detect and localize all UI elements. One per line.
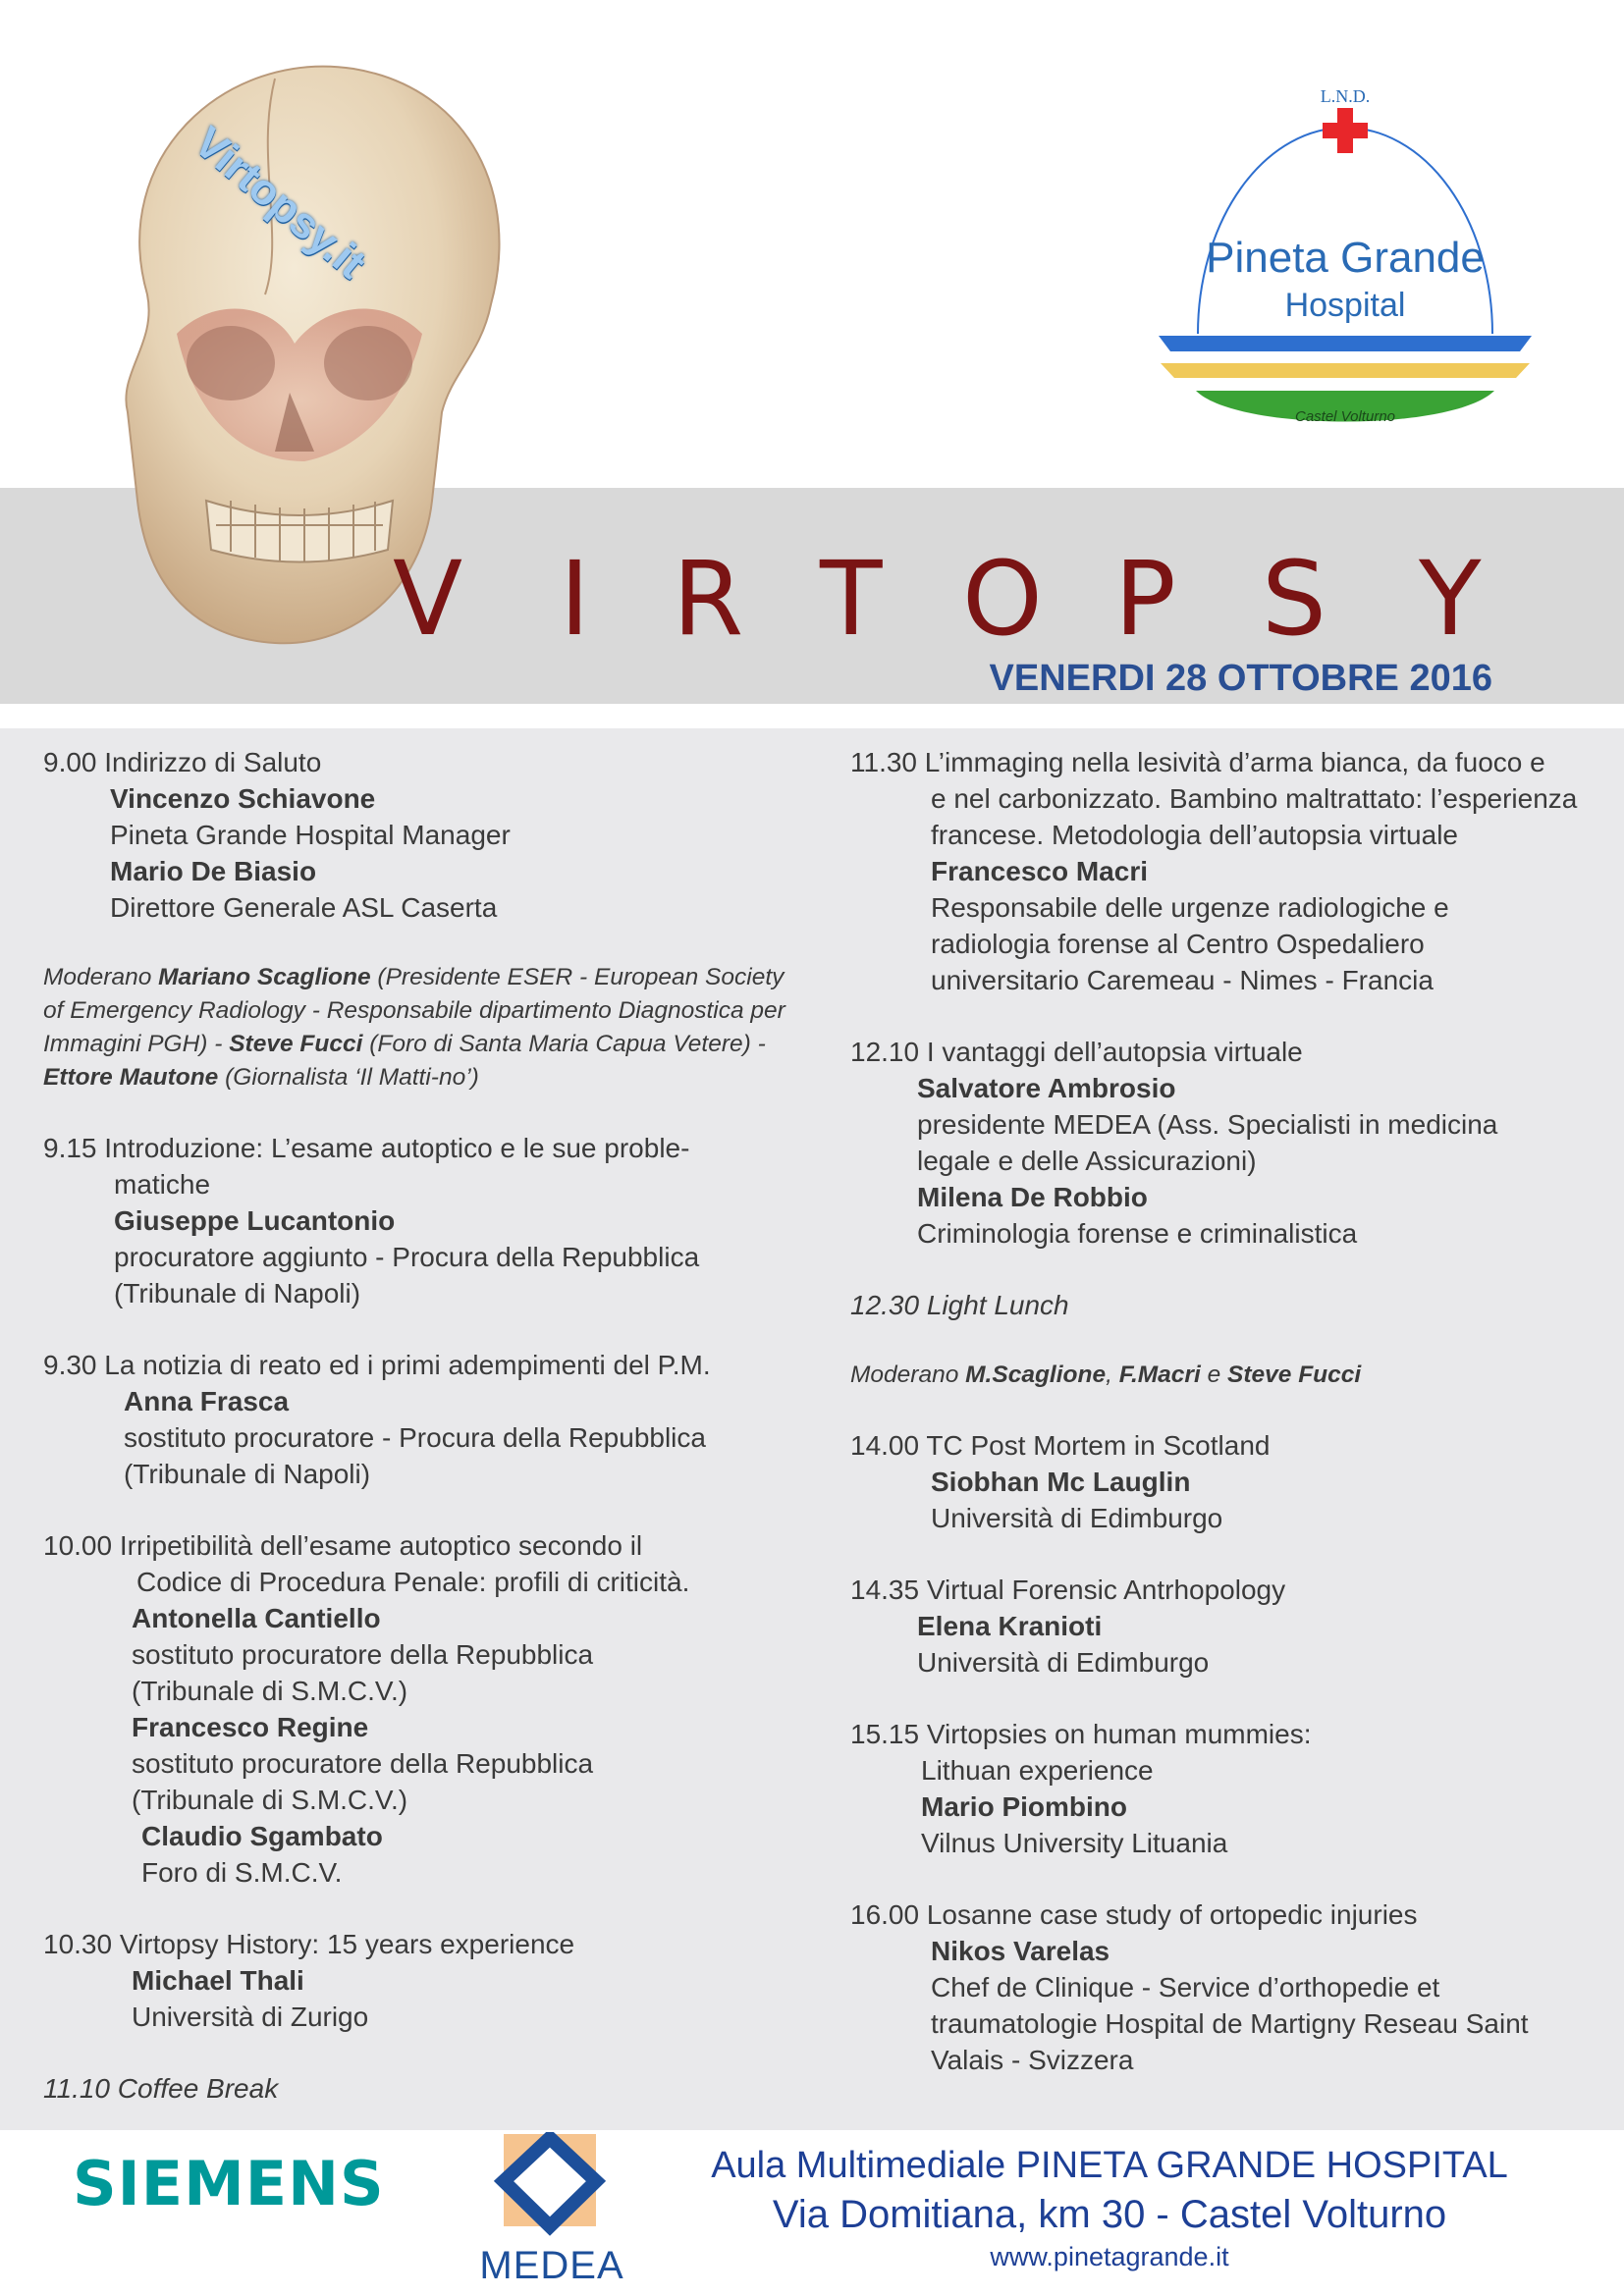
speaker-name: Mario Piombino xyxy=(921,1791,1127,1822)
program-column-right xyxy=(850,744,1624,2113)
speaker-name: Anna Frasca xyxy=(124,1386,290,1416)
speaker-name: Mario De Biasio xyxy=(110,856,317,886)
speaker-name: Salvatore Ambrosio xyxy=(917,1073,1176,1103)
session-title: 12.10 I vantaggi dell’autopsia virtuale xyxy=(850,1037,1303,1067)
program-block xyxy=(850,1896,1624,2078)
session-detail: Università di Edimburgo xyxy=(917,1647,1210,1678)
medea-text: MEDEA xyxy=(479,2244,624,2287)
moderator-text: Moderano xyxy=(850,1362,966,1388)
watermark-text: Virtopsy.it xyxy=(185,118,375,289)
session-title: 11.30 L’immaging nella lesività d’arma bianca, da fuoco e xyxy=(850,747,1545,777)
venue-info xyxy=(638,2142,1581,2273)
program-block xyxy=(43,2070,809,2107)
session-detail: (Tribunale di S.M.C.V.) xyxy=(132,1785,408,1815)
session-detail: Vilnus University Lituania xyxy=(921,1828,1228,1858)
title-letter: O xyxy=(962,539,1043,659)
session-detail: universitario Caremeau - Nimes - Francia xyxy=(931,965,1434,995)
session-title: 9.00 Indirizzo di Saluto xyxy=(43,747,322,777)
session-title: 10.00 Irripetibilità dell’esame autoptico secondo il xyxy=(43,1530,643,1561)
speaker-name: Francesco Macri xyxy=(931,856,1148,886)
session-detail: (Tribunale di Napoli) xyxy=(124,1459,371,1489)
moderator-text: (Presidente ESER - European Society of Emergency Radiology - Responsabile dipartimento Diagnostica per Immagini PGH) - xyxy=(43,964,785,1057)
logo-name-line2: Hospital xyxy=(1284,287,1406,324)
venue-line-2: Via Domitiana, km 30 - Castel Volturno xyxy=(772,2193,1447,2236)
speaker-name: Claudio Sgambato xyxy=(141,1821,383,1851)
session-detail: sostituto procuratore della Repubblica xyxy=(132,1748,594,1779)
session-detail: francese. Metodologia dell’autopsia virtuale xyxy=(931,820,1458,850)
speaker-name: Vincenzo Schiavone xyxy=(110,783,376,814)
moderator-text: , xyxy=(1106,1362,1119,1388)
program-block xyxy=(850,1572,1624,1681)
title-letter: T xyxy=(820,539,883,659)
session-detail: (Tribunale di S.M.C.V.) xyxy=(132,1676,408,1706)
moderator-name: Ettore Mautone xyxy=(43,1064,219,1091)
program-block xyxy=(850,1287,1624,1323)
moderator-text: (Foro di Santa Maria Capua Vetere) - xyxy=(362,1031,766,1057)
moderator-note xyxy=(43,961,809,1095)
program-block xyxy=(850,1034,1624,1252)
speaker-name: Elena Kranioti xyxy=(917,1611,1103,1641)
session-title: 9.30 La notizia di reato ed i primi adempimenti del P.M. xyxy=(43,1350,711,1380)
program-block xyxy=(850,1716,1624,1861)
moderator-name: M.Scaglione xyxy=(965,1362,1107,1388)
session-detail: Direttore Generale ASL Caserta xyxy=(110,892,498,923)
moderator-name: F.Macri xyxy=(1118,1362,1201,1388)
session-title: 11.10 Coffee Break xyxy=(43,2073,279,2104)
title-letter: Y xyxy=(1419,539,1482,659)
session-detail: e nel carbonizzato. Bambino maltrattato: l’esperienza xyxy=(931,783,1578,814)
program-block xyxy=(43,1926,809,2035)
session-detail: procuratore aggiunto - Procura della Repubblica xyxy=(114,1242,700,1272)
session-title: 10.30 Virtopsy History: 15 years experience xyxy=(43,1929,575,1959)
session-detail: matiche xyxy=(114,1169,211,1200)
program-block xyxy=(43,1130,809,1311)
title-letter: V xyxy=(393,539,463,659)
moderator-text: e xyxy=(1200,1362,1228,1388)
moderator-text: (Giornalista ‘Il Matti-no’) xyxy=(218,1064,479,1091)
logo-name-line1: Pineta Grande xyxy=(1206,234,1485,282)
session-detail: sostituto procuratore della Repubblica xyxy=(132,1639,594,1670)
session-detail: Foro di S.M.C.V. xyxy=(141,1857,343,1888)
session-detail: Criminologia forense e criminalistica xyxy=(917,1218,1358,1249)
program-block xyxy=(43,744,809,926)
title-letter: R xyxy=(673,539,744,659)
speaker-name: Milena De Robbio xyxy=(917,1182,1148,1212)
session-title: 16.00 Losanne case study of ortopedic injuries xyxy=(850,1899,1418,1930)
session-detail: Pineta Grande Hospital Manager xyxy=(110,820,511,850)
speaker-name: Siobhan Mc Lauglin xyxy=(931,1467,1191,1497)
program-block xyxy=(850,744,1624,998)
session-detail: Università di Zurigo xyxy=(132,2002,369,2032)
moderator-name: Steve Fucci xyxy=(229,1031,363,1057)
session-detail: Responsabile delle urgenze radiologiche e xyxy=(931,892,1449,923)
session-detail: radiologia forense al Centro Ospedaliero xyxy=(931,929,1425,959)
logo-location: Castel Volturno xyxy=(1295,408,1395,425)
siemens-logo: SIEMENS xyxy=(73,2148,385,2219)
venue-line-1: Aula Multimediale PINETA GRANDE HOSPITAL xyxy=(711,2145,1508,2186)
event-date: VENERDI 28 OTTOBRE 2016 xyxy=(989,658,1492,699)
session-title: 15.15 Virtopsies on human mummies: xyxy=(850,1719,1312,1749)
session-detail: (Tribunale di Napoli) xyxy=(114,1278,361,1308)
program-block xyxy=(850,1427,1624,1536)
session-title: 9.15 Introduzione: L’esame autoptico e le sue proble- xyxy=(43,1133,690,1163)
website-link[interactable]: www.pinetagrande.it xyxy=(990,2242,1229,2271)
speaker-name: Antonella Cantiello xyxy=(132,1603,381,1633)
program-column-left xyxy=(43,744,809,2142)
session-detail: Valais - Svizzera xyxy=(931,2045,1134,2075)
speaker-name: Francesco Regine xyxy=(132,1712,369,1742)
session-detail: traumatologie Hospital de Martigny Reseau Saint xyxy=(931,2008,1529,2039)
session-title: 14.00 TC Post Mortem in Scotland xyxy=(850,1430,1271,1461)
moderator-text: Moderano xyxy=(43,964,159,990)
session-detail: Chef de Clinique - Service d’orthopedie et xyxy=(931,1972,1440,2002)
session-detail: sostituto procuratore - Procura della Repubblica xyxy=(124,1422,706,1453)
speaker-name: Michael Thali xyxy=(132,1965,304,1996)
title-letter: S xyxy=(1262,539,1327,659)
moderator-name: Mariano Scaglione xyxy=(158,964,371,990)
session-detail: presidente MEDEA (Ass. Specialisti in medicina xyxy=(917,1109,1498,1140)
title-letter: I xyxy=(560,539,590,659)
session-detail: legale e delle Assicurazioni) xyxy=(917,1146,1257,1176)
moderator-name: Steve Fucci xyxy=(1227,1362,1362,1388)
logo-top-text: L.N.D. xyxy=(1320,86,1371,106)
session-detail: Lithuan experience xyxy=(921,1755,1154,1786)
program-block xyxy=(43,1527,809,1891)
session-title: 14.35 Virtual Forensic Antrhopology xyxy=(850,1575,1286,1605)
program-block xyxy=(43,1347,809,1492)
moderator-note xyxy=(850,1359,1624,1392)
speaker-name: Giuseppe Lucantonio xyxy=(114,1205,396,1236)
session-title: 12.30 Light Lunch xyxy=(850,1290,1069,1320)
title-letter: P xyxy=(1114,539,1176,659)
session-detail: Codice di Procedura Penale: profili di criticità. xyxy=(136,1567,690,1597)
page-title xyxy=(393,539,1600,659)
session-detail: Università di Edimburgo xyxy=(931,1503,1223,1533)
speaker-name: Nikos Varelas xyxy=(931,1936,1110,1966)
